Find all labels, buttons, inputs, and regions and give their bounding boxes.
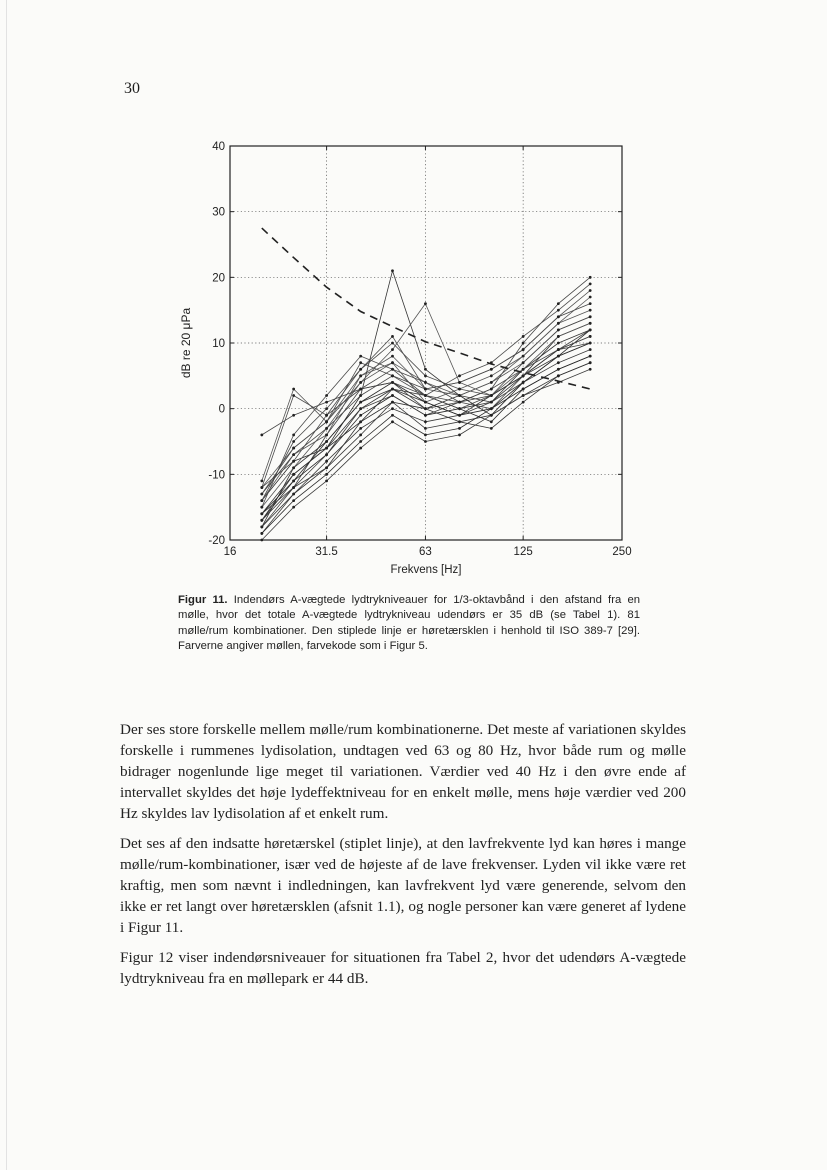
series-point — [292, 434, 295, 437]
paragraph-3: Figur 12 viser indendørsniveauer for situationen fra Tabel 2, hvor det udendørs A-vægtede lydtrykniveau fra en møllepark er 44 dB. — [120, 949, 686, 988]
series-point — [292, 460, 295, 463]
series-point — [589, 296, 592, 299]
paragraph-2: Det ses af den indsatte høretærskel (stiplet linje), at den lavfrekvente lyd kan høres i mange mølle/rum-kombinationer, især ved de højeste af de lave frekvenser. Lyden vil ikke være ret kraftig, men som nævnt i indledningen, kan lavfrekvent lyd være generende, selvom den ikke er ret langt over høretærsklen (afsnit 1.1), og nogle personer kan være generet af lydene i Figur 11. — [120, 835, 686, 937]
series-line — [262, 310, 590, 500]
series-point — [260, 493, 263, 496]
series-point — [391, 361, 394, 364]
y-axis-label: dB re 20 μPa — [179, 307, 193, 379]
series-point — [325, 427, 328, 430]
y-tick-label: -10 — [208, 469, 225, 482]
series-point — [292, 388, 295, 391]
series-point — [458, 420, 461, 423]
series-point — [522, 394, 525, 397]
y-tick-label: -20 — [208, 535, 225, 547]
series-point — [325, 401, 328, 404]
series-point — [292, 466, 295, 469]
series-point — [391, 407, 394, 410]
series-point — [325, 420, 328, 423]
series-point — [589, 328, 592, 331]
series-point — [325, 440, 328, 443]
series-point — [391, 388, 394, 391]
series-point — [325, 453, 328, 456]
series-point — [589, 361, 592, 364]
series-point — [589, 289, 592, 292]
series-point — [490, 394, 493, 397]
series-point — [522, 355, 525, 358]
series-point — [292, 499, 295, 502]
x-tick-label: 63 — [419, 546, 432, 558]
series-point — [557, 309, 560, 312]
series-point — [359, 381, 362, 384]
series-point — [292, 493, 295, 496]
series-point — [391, 401, 394, 404]
series-point — [557, 322, 560, 325]
series-point — [424, 407, 427, 410]
series-point — [490, 427, 493, 430]
series-point — [359, 394, 362, 397]
series-point — [325, 447, 328, 450]
series-point — [458, 388, 461, 391]
series-point — [522, 342, 525, 345]
series-point — [589, 322, 592, 325]
chart-ticks — [208, 141, 631, 558]
series-point — [391, 414, 394, 417]
series-point — [490, 374, 493, 377]
series-point — [292, 394, 295, 397]
x-tick-label: 31.5 — [315, 546, 338, 558]
series-point — [424, 434, 427, 437]
series-point — [359, 427, 362, 430]
data-series — [260, 289, 591, 489]
series-point — [424, 381, 427, 384]
series-point — [424, 394, 427, 397]
series-point — [589, 368, 592, 371]
series-point — [325, 414, 328, 417]
series-point — [359, 401, 362, 404]
data-series — [260, 322, 591, 515]
series-point — [325, 473, 328, 476]
x-tick-label: 16 — [223, 546, 237, 558]
series-line — [262, 304, 590, 494]
hearing-threshold-group — [262, 228, 590, 389]
series-point — [391, 394, 394, 397]
series-point — [359, 355, 362, 358]
series-point — [359, 374, 362, 377]
y-tick-label: 30 — [212, 206, 225, 219]
series-line — [262, 363, 590, 514]
series-point — [522, 401, 525, 404]
series-point — [359, 447, 362, 450]
series-point — [490, 407, 493, 410]
series-point — [557, 302, 560, 305]
series-point — [458, 394, 461, 397]
series-point — [424, 401, 427, 404]
series-point — [391, 335, 394, 338]
series-point — [292, 440, 295, 443]
x-axis-label: Frekvens [Hz] — [390, 564, 462, 576]
series-line — [262, 323, 590, 513]
y-tick-label: 0 — [218, 403, 225, 416]
series-point — [557, 335, 560, 338]
data-series — [260, 302, 591, 495]
series-point — [359, 388, 362, 391]
series-point — [490, 381, 493, 384]
series-point — [391, 368, 394, 371]
series-point — [325, 394, 328, 397]
series-point — [589, 355, 592, 358]
series-point — [522, 335, 525, 338]
series-point — [391, 381, 394, 384]
series-point — [391, 374, 394, 377]
series-point — [490, 401, 493, 404]
series-point — [589, 342, 592, 345]
series-point — [359, 440, 362, 443]
series-point — [557, 355, 560, 358]
series-point — [522, 348, 525, 351]
series-point — [424, 302, 427, 305]
series-point — [424, 427, 427, 430]
series-point — [391, 342, 394, 345]
series-point — [424, 388, 427, 391]
series-point — [490, 414, 493, 417]
series-point — [490, 420, 493, 423]
series-point — [589, 335, 592, 338]
series-point — [589, 302, 592, 305]
series-point — [458, 414, 461, 417]
series-point — [260, 519, 263, 522]
series-point — [522, 368, 525, 371]
series-point — [325, 434, 328, 437]
series-point — [458, 407, 461, 410]
y-tick-label: 10 — [212, 338, 225, 350]
series-point — [260, 499, 263, 502]
series-point — [424, 420, 427, 423]
figure-caption-text: Indendørs A-vægtede lydtrykniveauer for 1/3-oktavbånd i den afstand fra en mølle, hvor det totale A-vægtede lydtrykniveau udendørs er 35 dB (se Tabel 1). 81 mølle/rum kombinationer. Den stiplede linje er høretærsklen i henhold til ISO 389-7 [29]. Farverne angiver møllen, farvekode som i Figur 5. — [178, 594, 641, 652]
series-point — [391, 355, 394, 358]
series-point — [391, 348, 394, 351]
series-point — [292, 447, 295, 450]
series-point — [359, 414, 362, 417]
paragraph-1: Der ses store forskelle mellem mølle/rum kombinationerne. Det meste af variationen skyldes forskelle i rummenes lydisolation, undtagen ved 63 og 80 Hz, hvor både rum og mølle bidrager nogenlunde lige meget til variationen. Værdier ved 40 Hz i den øvre ende af intervallet skyldes det høje lydeffektniveau for en enkelt mølle, mens høje værdier ved 200 Hz skyldes lav lydisolation af et enkelt rum. — [120, 721, 686, 823]
x-tick-label: 125 — [513, 546, 533, 558]
y-tick-label: 40 — [212, 141, 225, 153]
series-point — [424, 414, 427, 417]
series-point — [260, 532, 263, 535]
page-number: 30 — [124, 80, 140, 97]
series-point — [292, 486, 295, 489]
series-point — [557, 368, 560, 371]
series-point — [458, 401, 461, 404]
series-point — [490, 368, 493, 371]
series-point — [589, 348, 592, 351]
y-tick-label: 20 — [212, 272, 225, 285]
series-point — [522, 374, 525, 377]
series-point — [260, 434, 263, 437]
series-point — [260, 506, 263, 509]
series-point — [458, 381, 461, 384]
series-point — [589, 309, 592, 312]
series-point — [260, 480, 263, 483]
series-point — [359, 361, 362, 364]
series-point — [325, 460, 328, 463]
series-point — [424, 440, 427, 443]
figure-caption — [178, 593, 640, 654]
series-point — [522, 361, 525, 364]
series-point — [359, 420, 362, 423]
series-point — [589, 276, 592, 279]
series-point — [292, 506, 295, 509]
series-line — [262, 363, 590, 527]
series-point — [292, 473, 295, 476]
series-point — [359, 407, 362, 410]
series-point — [458, 434, 461, 437]
series-point — [260, 512, 263, 515]
series-point — [589, 283, 592, 286]
series-point — [292, 480, 295, 483]
series-point — [424, 368, 427, 371]
series-point — [557, 328, 560, 331]
series-point — [260, 525, 263, 528]
series-point — [292, 453, 295, 456]
series-point — [557, 374, 560, 377]
series-point — [458, 427, 461, 430]
series-point — [557, 361, 560, 364]
series-point — [325, 407, 328, 410]
hearing-threshold-line — [262, 228, 590, 389]
series-point — [557, 348, 560, 351]
series-point — [292, 414, 295, 417]
figure-label: Figur 11. — [178, 594, 228, 606]
series-point — [458, 374, 461, 377]
series-point — [359, 434, 362, 437]
series-point — [522, 381, 525, 384]
series-line — [262, 356, 590, 520]
series-point — [557, 315, 560, 318]
series-point — [589, 315, 592, 318]
series-point — [424, 374, 427, 377]
series-point — [260, 486, 263, 489]
series-point — [490, 388, 493, 391]
x-tick-label: 250 — [612, 546, 632, 558]
series-point — [325, 480, 328, 483]
series-point — [391, 269, 394, 272]
series-point — [325, 466, 328, 469]
series-point — [522, 388, 525, 391]
series-point — [391, 420, 394, 423]
series-point — [557, 342, 560, 345]
chart-series-group — [260, 269, 591, 541]
series-point — [359, 368, 362, 371]
